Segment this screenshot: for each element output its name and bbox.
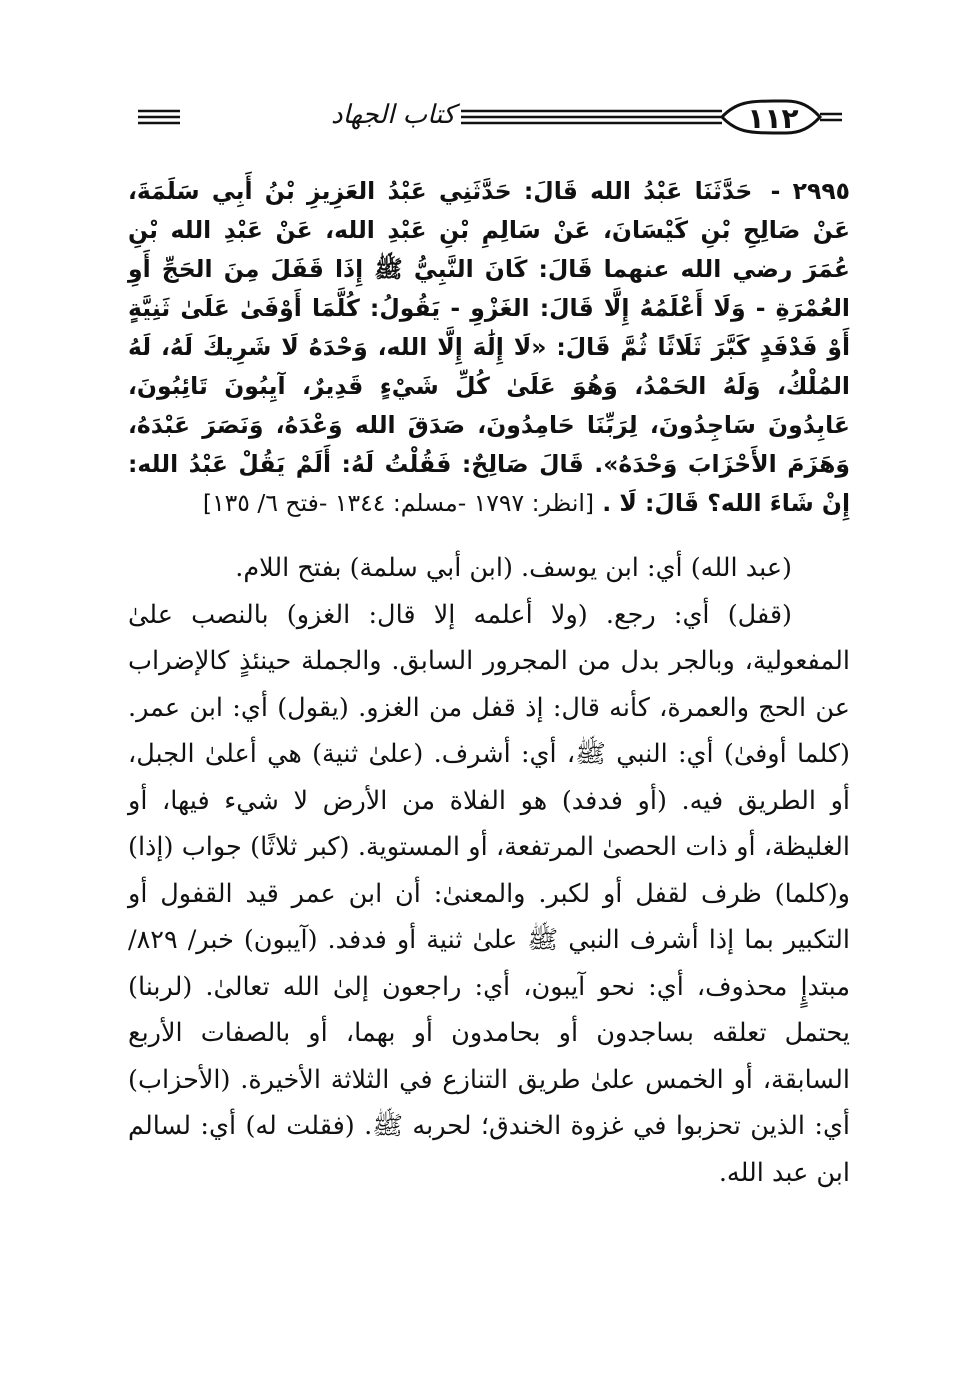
book-title: كتاب الجهاد <box>325 100 461 130</box>
commentary-block <box>128 545 850 1196</box>
page-number: ١١٢ <box>747 102 799 135</box>
commentary-paragraph: (قفل) أي: رجع. (ولا أعلمه إلا قال: الغزو) بالنصب علىٰ المفعولية، وبالجر بدل من المجرور السابق. والجملة حينئذٍ كالإضراب عن الحج والعمرة، كأنه قال: إذ قفل من الغزو. (يقول) أي: ابن عمر.(كلما أوفىٰ) أي: النبي ﷺ، أي: أشرف. (علىٰ ثنية) هي أعلىٰ الجبل، أو الطريق فيه. (أو فدفد) هو الفلاة من الأرض لا شيء فيها، أو الغليظة، أو ذات الحصىٰ المرتفعة، أو المستوية. (كبر ثلاثًا) جواب (إذا) و(كلما) ظرف لقفل أو لكبر. والمعنىٰ: أن ابن عمر قيد القفول أو التكبير بما إذا أشرف النبي ﷺ علىٰ ثنية أو فدفد. (آيبون) خبر/ ٨٢٩/ مبتدإٍ محذوف، أي: نحو آيبون، أي: راجعون إلىٰ الله تعالىٰ. (لربنا) يحتمل تعلقه بساجدون أو بحامدون أو بهما، أو بالصفات الأربع السابقة، أو الخمس علىٰ طريق التنازع في الثلاثة الأخيرة. (الأحزاب) أي: الذين تحزبوا في غزوة الخندق؛ لحربه ﷺ. (فقلت له) أي: لسالم ابن عبد الله. <box>128 599 850 1188</box>
hadith-reference: [انظر: ١٧٩٧ -مسلم: ١٣٤٤ -فتح ٦/ ١٣٥] <box>202 489 595 517</box>
hadith-number: ٢٩٩٥ - <box>770 177 851 205</box>
hadith-text-block <box>128 172 850 523</box>
commentary-paragraph: (عبد الله) أي: ابن يوسف. (ابن أبي سلمة) بفتح اللام. <box>235 553 792 583</box>
hadith-text: حَدَّثَنَا عَبْدُ الله قَالَ: حَدَّثَنِي عَبْدُ العَزِيزِ بْنُ أَبِي سَلَمَةَ، عَنْ صَالِحِ بْنِ كَيْسَانَ، عَنْ سَالِمِ بْنِ عَبْدِ الله، عَنْ عَبْدِ الله بْنِ عُمَرَ رضي الله عنهما قَالَ: كَانَ النَّبِيُّ ﷺ إِذَا قَفَلَ مِنَ الحَجِّ أَوِ العُمْرَةِ - وَلَا أَعْلَمُهُ إِلَّا قَالَ: الغَزْوِ - يَقُولُ: كُلَّمَا أَوْفَىٰ عَلَىٰ ثَنِيَّةٍ أَوْ فَدْفَدٍ كَبَّرَ ثَلَاثًا ثُمَّ قَالَ: «لَا إِلَٰهَ إِلَّا الله، وَحْدَهُ لَا شَرِيكَ لَهُ، لَهُ المُلْكُ، وَلَهُ الحَمْدُ، وَهُوَ عَلَىٰ كُلِّ شَيْءٍ قَدِيرٌ، آيِبُونَ تَائِبُونَ، عَابِدُونَ سَاجِدُونَ، لِرَبِّنَا حَامِدُونَ، صَدَقَ الله وَعْدَهُ، وَنَصَرَ عَبْدَهُ، وَهَزَمَ الأَحْزَابَ وَحْدَهُ». قَالَ صَالِحٌ: فَقُلْتُ لَهُ: أَلَمْ يَقُلْ عَبْدُ الله: إِنْ شَاءَ الله؟ قَالَ: لَا . <box>128 177 850 517</box>
page-header <box>130 96 848 144</box>
